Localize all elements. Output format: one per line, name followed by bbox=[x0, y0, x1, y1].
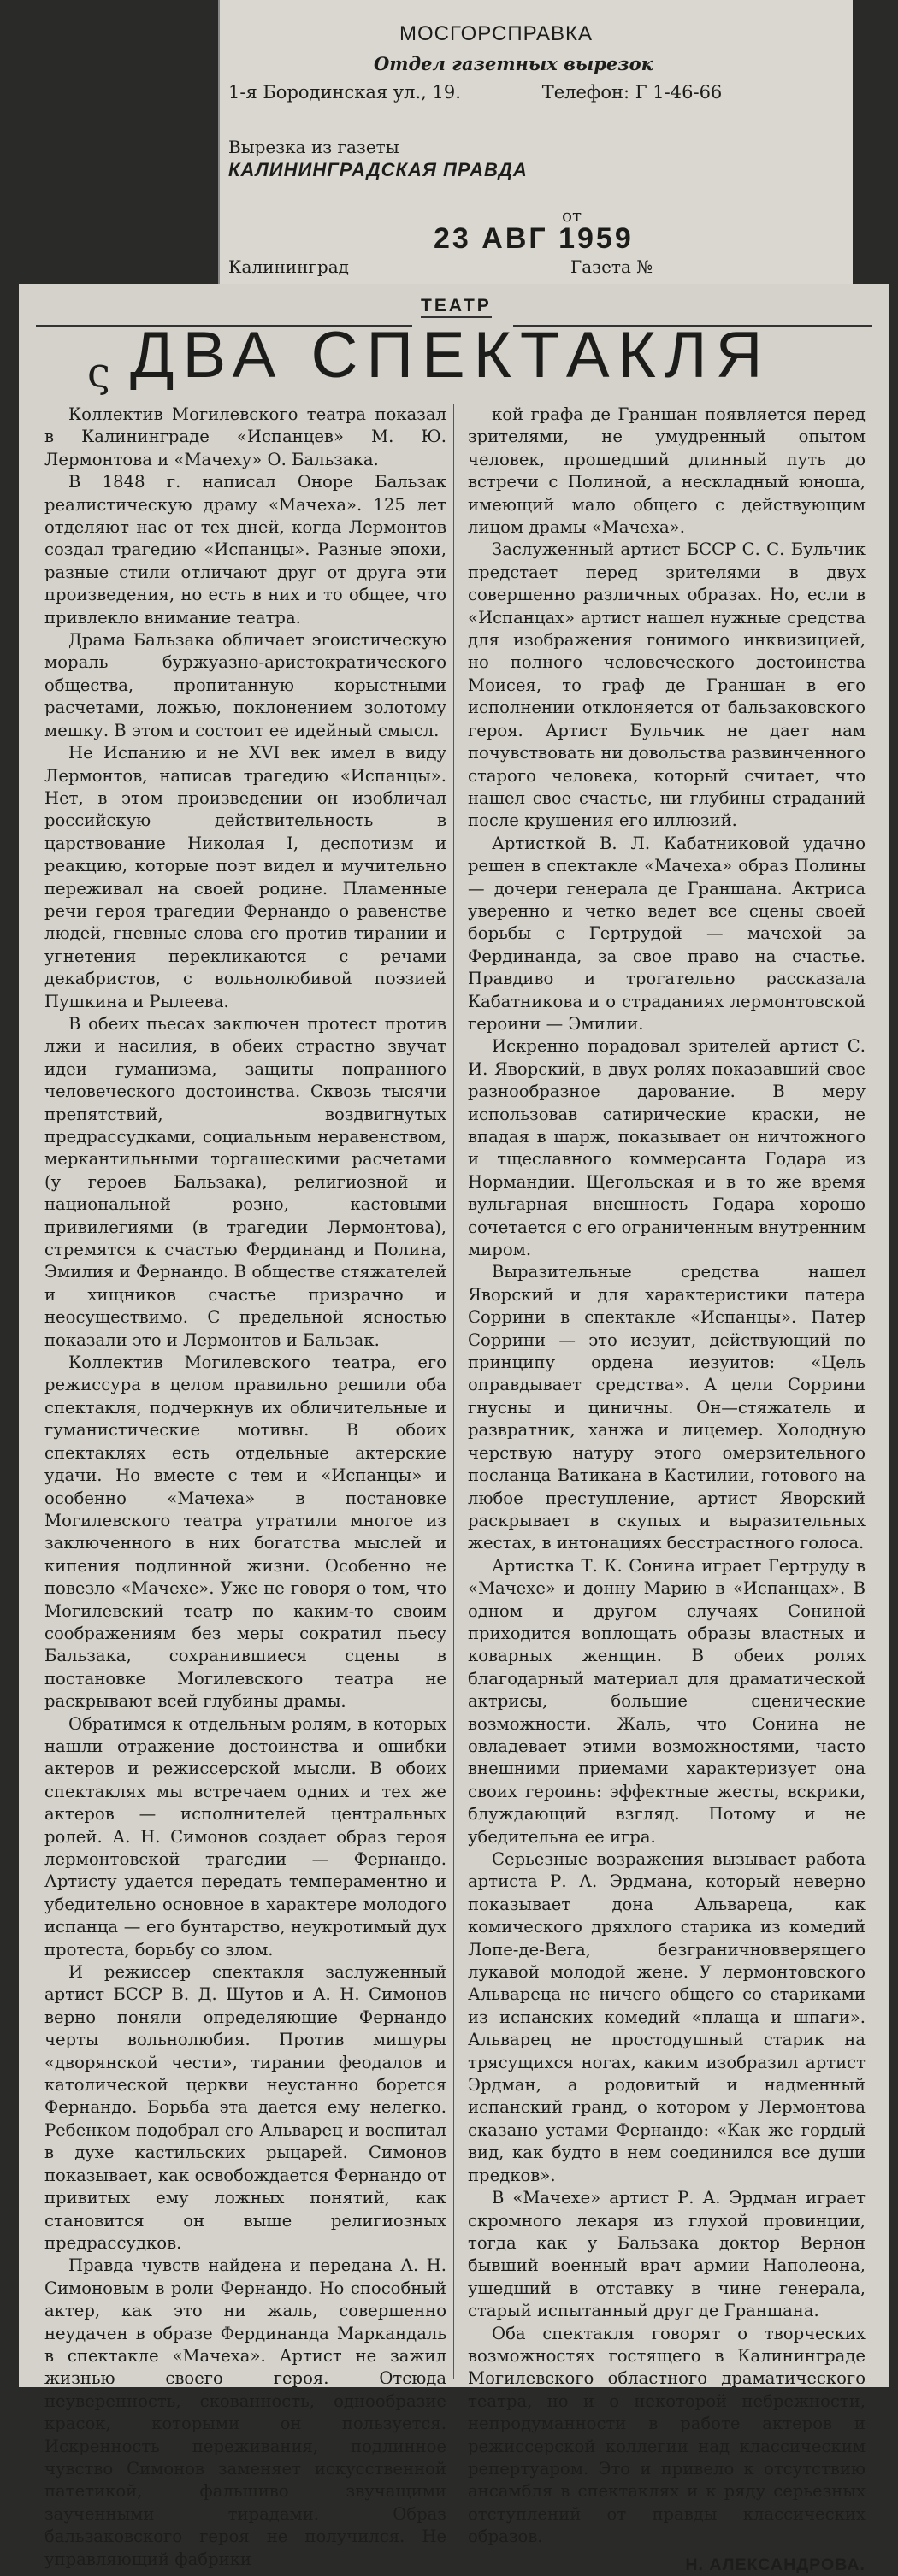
article-paragraph: Артисткой В. Л. Кабатниковой удачно решен в спектакле «Мачеха» образ Полины — дочери генерала де Граншана. Актриса уверенно и четко ведет все сцены своей борьбы с Гертрудой — мачехой за Фердинанда, за свое право на счастье. Правдиво и трогательно рассказала Кабатникова и о страданиях лермонтовской героини — Эмилии. bbox=[468, 833, 866, 1034]
article-paragraph: В обеих пьесах заключен протест против лжи и насилия, в обеих страстно звучат идеи гуманизма, защиты попранного человеческого достоинства. Сквозь тысячи препятствий, воздвигнутых предрассудками, социальным неравенством, меркантильными торгашескими расчетами (у героев Бальзака), религиозной и национальной розно, кастовыми привилегиями (в трагедии Лермонтова), стремятся к счастью Фердинанд и Полина, Эмилия и Фернандо. В обществе стяжателей и хищников счастье призрачно и неосуществимо. С предельной ясностью показали это и Лермонтов и Бальзак. bbox=[44, 1013, 446, 1350]
stamp-dept: Отдел газетных вырезок bbox=[374, 53, 653, 74]
article-paragraph: В «Мачехе» артист Р. А. Эрдман играет скромного лекаря из глухой провинции, тогда как у Бальзака доктор Вернон бывший военный врач армии Наполеона, ушедший в отставку в чине генерала, старый испытанный друг де Граншана. bbox=[468, 2188, 866, 2321]
headline: ДВА СПЕКТАКЛЯ bbox=[130, 319, 771, 392]
stamp-org: МОСГОРСПРАВКА bbox=[399, 22, 594, 45]
stamp-clip-label: Вырезка из газеты bbox=[228, 137, 399, 157]
stamp-city: Калининград bbox=[228, 256, 349, 277]
stamp-contacts bbox=[228, 82, 784, 103]
article-paragraph: Правда чувств найдена и передана А. Н. Симоновым в роли Фернандо. Но способный актер, как это ни жаль, совершенно неудачен в образе Фердинанда Маркандаль в спектакле «Мачеха». Артист не зажил жизнью своего героя. Отсюда неуверенность, скованность, однообразие красок, которыми он пользуется. Искренность переживания, подлинное чувство Симонов заменяет искусственной патетикой, фальшиво звучащими заученными тирадами. Образ бальзаковского героя не получился. Не управляющий фабрики bbox=[44, 2255, 446, 2569]
handwritten-mark: ς bbox=[87, 349, 110, 397]
article-paragraph: Не Испанию и не XVI век имел в виду Лермонтов, написав трагедию «Испанцы». Нет, в этом произведении он изобличал российскую действительность в царствование Николая I, деспотизм и реакцию, которые поэт видел и мучительно переживал на своей родине. Пламенные речи героя трагедии Фернандо о равенстве людей, гневные слова его против тирании и угнетения перекликаются с речами декабристов, с вольнолюбивой поэзией Пушкина и Рылеева. bbox=[44, 743, 446, 1011]
article-paragraph: Драма Бальзака обличает эгоистическую мораль буржуазно-аристократического общества, пропитанную корыстными расчетами, ложью, поклонением золотому мешку. В этом и состоит ее идейный смысл. bbox=[44, 630, 446, 740]
article-paragraph: Артистка Т. К. Сонина играет Гертруду в «Мачехе» и донну Марию в «Испанцах». В одном и другом случаях Сониной приходится воплощать образы властных и коварных женщин. В обеих ролях благодарный материал для драматической актрисы, большие сценические возможности. Жаль, что Сонина не овладевает этими возможностями, часто внешними приемами характеризует она своих героинь: эффектные жесты, вскрики, блуждающий взгляд. Потому и не убедительна ее игра. bbox=[468, 1555, 866, 1847]
article-paragraph: Выразительные средства нашел Яворский и для характеристики патера Соррини в спектакле «Испанцы». Патер Соррини — это иезуит, действующий по принципу ордена иезуитов: «Цель оправдывает средства». А цели Соррини гнусны и циничны. Он—стяжатель и развратник, ханжа и лицемер. Холодную черствую натуру этого омерзительного посланца Ватикана в Кастилии, готового на любое преступление, артист Яворский раскрывает в скупых и выразительных жестах, в интонациях бесстрастного голоса. bbox=[468, 1262, 866, 1553]
article-paragraph: Коллектив Могилевского театра, его режиссура в целом правильно решили оба спектакля, подчеркнув их обличительные и гуманистические мотивы. В обоих спектаклях есть отдельные актерские удачи. Но вместе с тем и «Испанцы» и особенно «Мачеха» в постановке Могилевского театра утратили многое из заключенного в них богатства мыслей и кипения подлинной жизни. Особенно не повезло «Мачехе». Уже не говоря о том, что Могилевский театр по каким-то своим соображениям без меры сократил пьесу Бальзака, сохранившиеся сцены в постановке Могилевского театра не раскрывают всей глубины драмы. bbox=[44, 1353, 446, 1712]
stamp-address: 1-я Бородинская ул., 19. bbox=[228, 82, 461, 103]
stamp-gazeta-label: Газета № bbox=[570, 256, 653, 277]
article-paragraph: В 1848 г. написал Оноре Бальзак реалистическую драму «Мачеха». 125 лет отделяют нас от тех дней, когда Лермонтов создал трагедию «Испанцы». Разные эпохи, разные стили отличают друг от друга эти произведения, но есть в них и то общее, что привлекло внимание театра. bbox=[44, 472, 446, 628]
newspaper-clipping bbox=[19, 284, 889, 2574]
clipping-stamp bbox=[218, 0, 853, 291]
article-paragraph: И режиссер спектакля заслуженный артист БССР В. Д. Шутов и А. Н. Симонов верно поняли определяющие Фернандо черты вольнолюбия. Против мишуры «дворянской чести», тирании феодалов и католической церкви неустанно борется Фернандо. Борьба эта дается ему нелегко. Ребенком подобрал его Альварец и воспитал в духе кастильских рыцарей. Симонов показывает, как освобождается Фернандо от привитых ему ложных понятий, как становится он выше религиозных предрассудков. bbox=[44, 1962, 446, 2253]
article-paragraph: Серьезные возражения вызывает работа артиста Р. А. Эрдмана, который неверно показывает дона Альвареца, как комического дряхлого старика из комедий Лопе-де-Вега, безграничновверящего лукавой молодой жене. У лермонтовского Альвареца не ничего общего со стариками из испанских комедий «плаща и шпаги». Альварец не простодушный старик на трясущихся ногах, каким изобразил артист Эрдман, а родовитый и надменный испанский гранд, о котором у Лермонтова сказано устами Фернандо: «Как же гордый вид, как будто в нем соединился все души предков». bbox=[468, 1849, 866, 2185]
column-right bbox=[468, 404, 866, 2576]
stamp-date: 23 АВГ 1959 bbox=[434, 222, 634, 255]
article-paragraph: Коллектив Могилевского театра показал в Калининграде «Испанцев» М. Ю. Лермонтова и «Мачеху» О. Бальзака. bbox=[44, 404, 446, 469]
article-paragraph: Искренно порадовал зрителей артист С. И. Яворский, в двух ролях показавший свое разнообразное дарование. В меру использовав сатирические краски, не впадая в шарж, показывает он ничтожного и тщеславного коммерсанта Годара из Нормандии. Щегольская и в то же время вульгарная внешность Годара хорошо сочетается с его ограниченным внутренним миром. bbox=[468, 1036, 866, 1260]
column-divider bbox=[453, 404, 454, 2379]
stamp-phone: Телефон: Г 1-46-66 bbox=[541, 82, 723, 103]
stamp-from-label: от bbox=[562, 205, 582, 226]
article-paragraph: кой графа де Граншан появляется перед зрителями, не умудренный опытом человек, прошедший длинный путь до встречи с Полиной, а нескладный юноша, имеющий мало общего с действующим лицом драмы «Мачеха». bbox=[468, 404, 866, 538]
article-paragraph: Оба спектакля говорят о творческих возможностях гостящего в Калининграде Могилевского областного драматического театра, но и о некоторой небрежности, непродуманности в работе актеров и режиссерской коллегии над классическим репертуаром. Это и привело к отсутствию ансамбля в спектаклях и к ряду серьезных отступлений от правды классических образов. bbox=[468, 2323, 866, 2547]
stamp-newspaper: КАЛИНИНГРАДСКАЯ ПРАВДА bbox=[228, 159, 528, 180]
rubric: ТЕАТР bbox=[421, 296, 492, 318]
column-left bbox=[44, 404, 446, 2571]
author-signature: Н. АЛЕКСАНДРОВА. bbox=[685, 2555, 866, 2574]
article-paragraph: Обратимся к отдельным ролям, в которых нашли отражение достоинства и ошибки актеров и режиссерской мысли. В обоих спектаклях мы встречаем одних и тех же актеров — исполнителей центральных ролей. А. Н. Симонов создает образ героя лермонтовской трагедии — Фернандо. Артисту удается передать темпераментно и убедительно основное в характере молодого испанца — его бунтарство, неукротимый дух протеста, борьбу со злом. bbox=[44, 1713, 446, 1960]
article-paragraph: Заслуженный артист БССР С. С. Бульчик предстает перед зрителями в двух совершенно различных образах. Но, если в «Испанцах» артист нашел нужные средства для изображения гонимого инквизицией, но полного человеческого достоинства Моисея, то граф де Граншан в его исполнении отклоняется от бальзаковского героя. Артист Бульчик не дает нам почувствовать ни довольства развинченного старого человека, который считает, что нашел свое счастье, ни глубины страданий после крушения его иллюзий. bbox=[468, 539, 866, 831]
